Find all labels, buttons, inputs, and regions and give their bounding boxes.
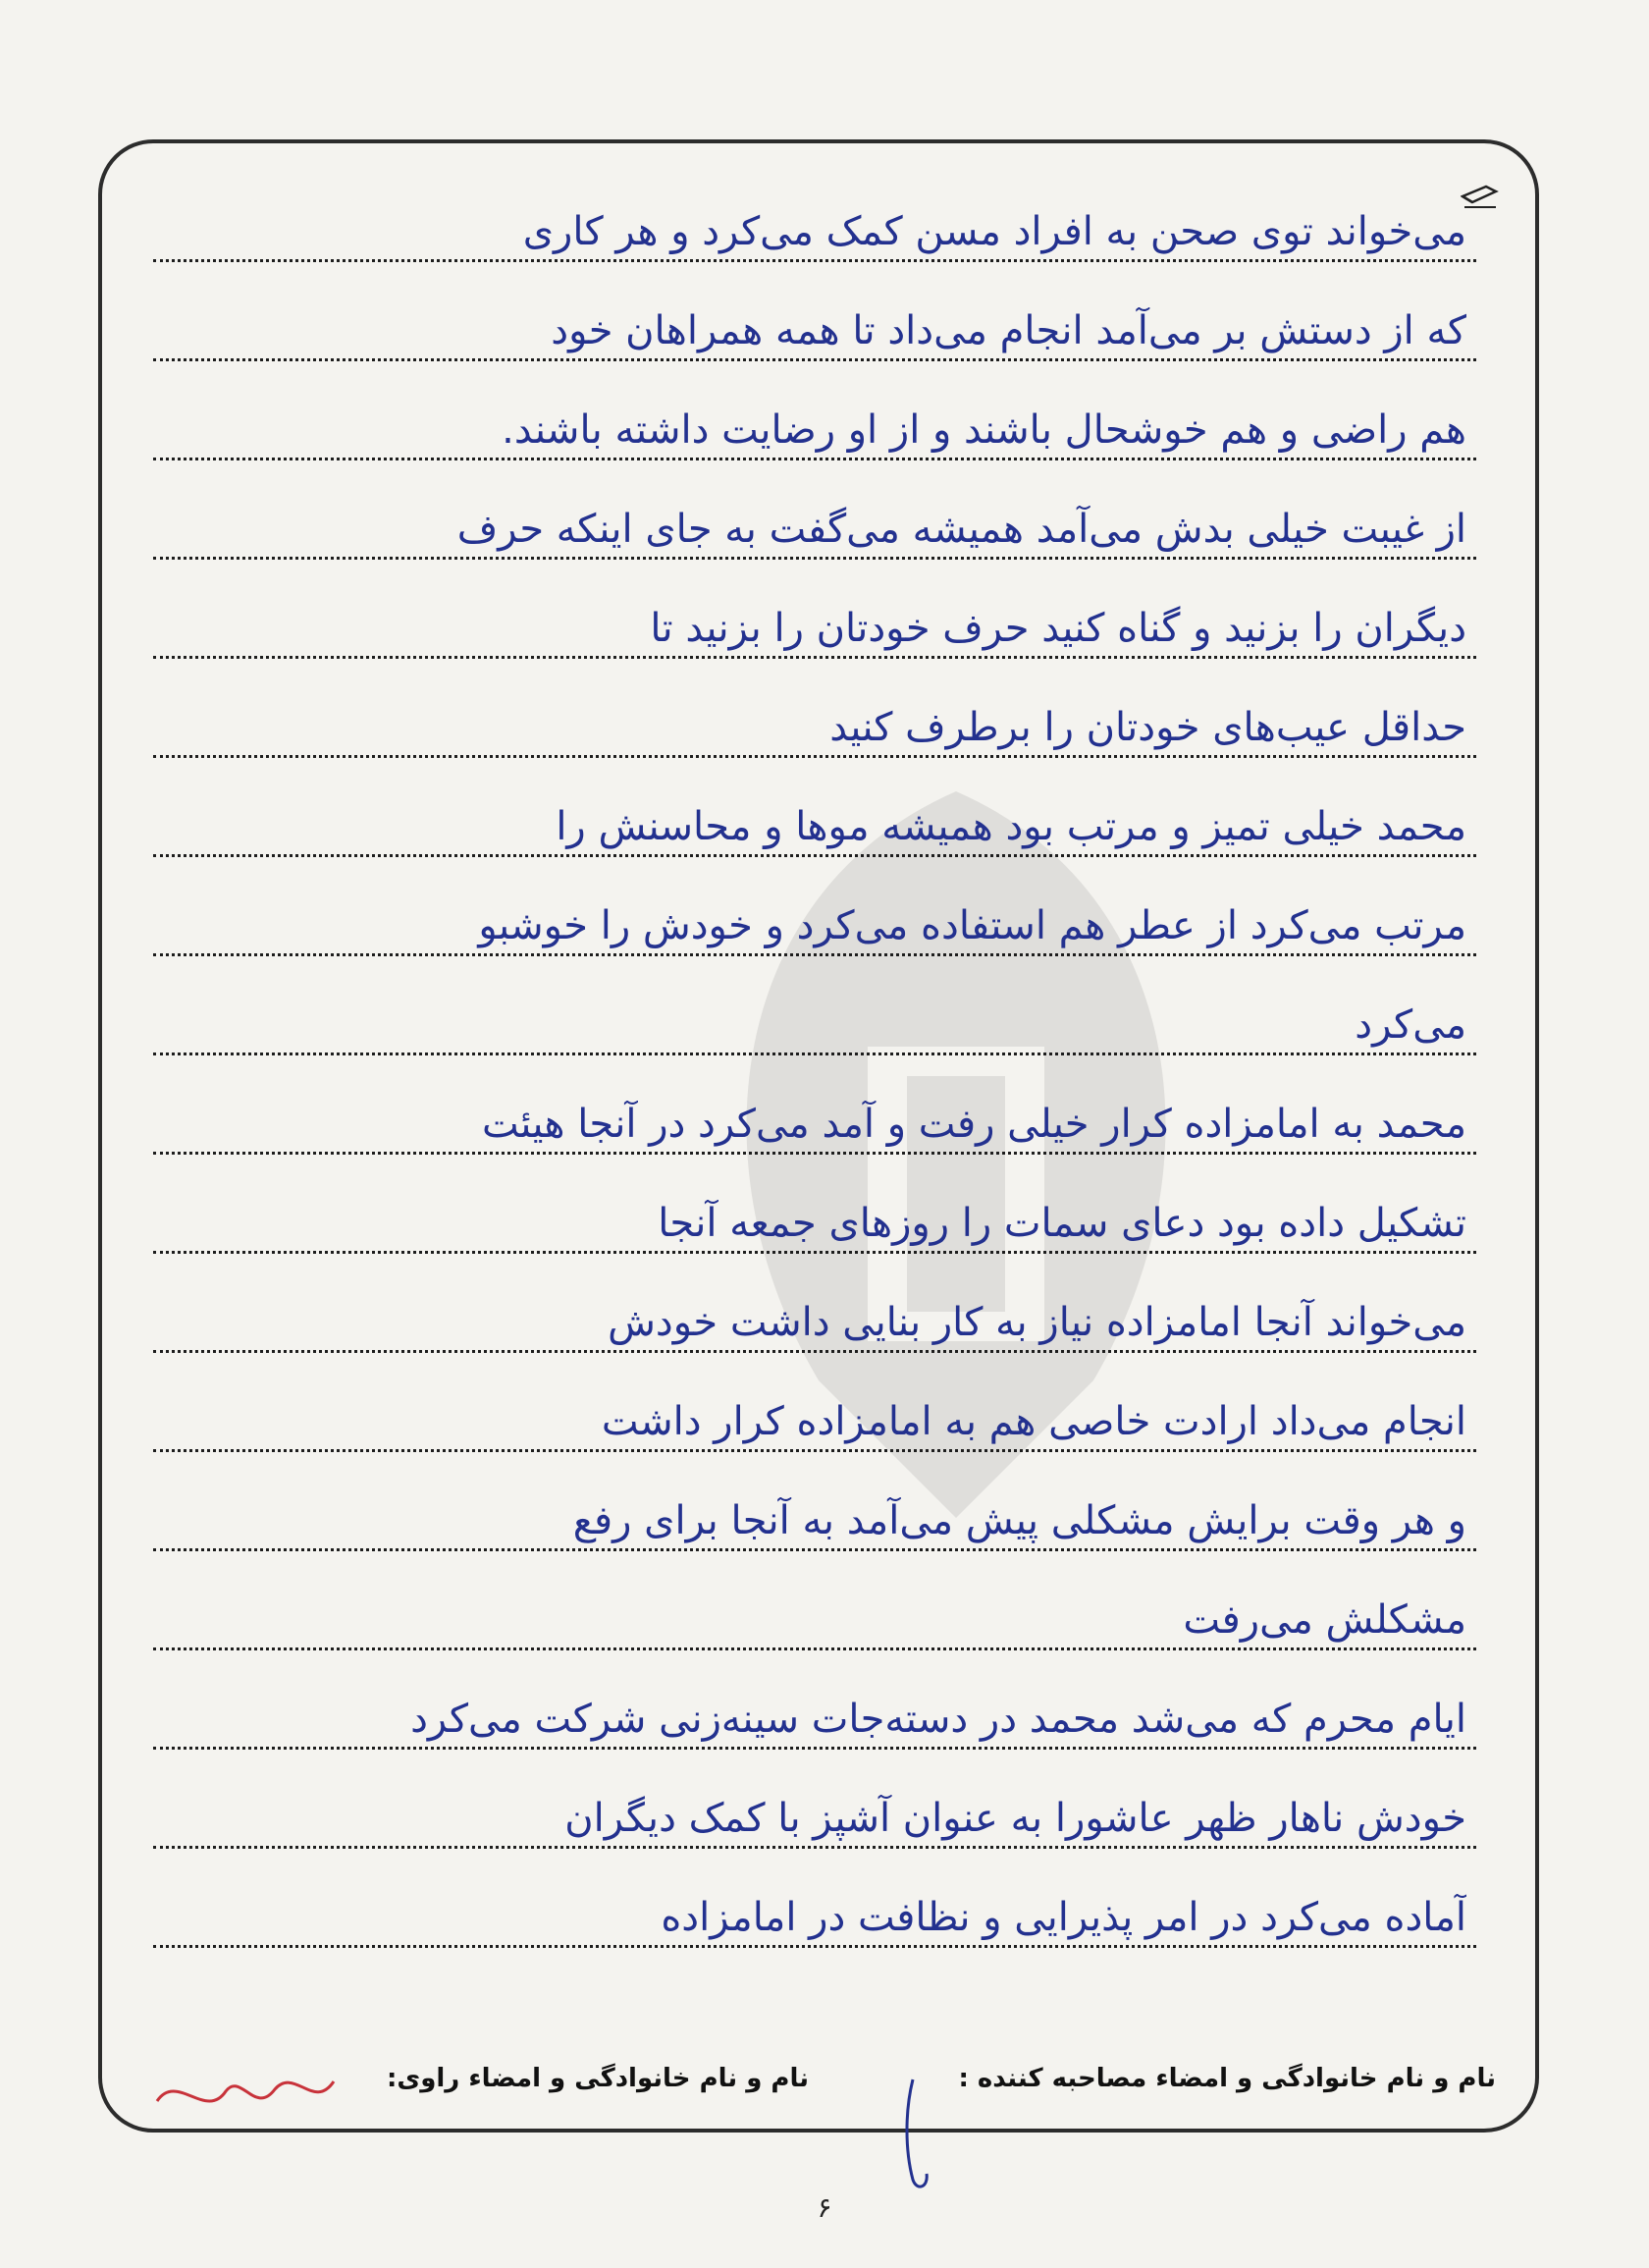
handwritten-lines xyxy=(153,163,1476,1948)
ruled-line xyxy=(153,1750,1476,1849)
ruled-line xyxy=(153,956,1476,1055)
line-text: مرتب می‌کرد از عطر هم استفاده می‌کرد و خودش را خوشبو xyxy=(478,903,1466,948)
page-frame xyxy=(98,139,1539,2133)
ruled-line xyxy=(153,1353,1476,1452)
page-number: ۶ xyxy=(817,2191,832,2224)
line-text: می‌خواند توی صحن به افراد مسن کمک می‌کرد و هر کاری xyxy=(522,209,1466,254)
line-text: دیگران را بزنید و گناه کنید حرف خودتان را بزنید تا xyxy=(650,606,1466,651)
ruled-line xyxy=(153,163,1476,262)
line-text: محمد خیلی تمیز و مرتب بود همیشه موها و محاسنش را xyxy=(556,804,1466,849)
ruled-line xyxy=(153,361,1476,460)
line-text: خودش ناهار ظهر عاشورا به عنوان آشپز با کمک دیگران xyxy=(564,1796,1466,1841)
line-text: و هر وقت برایش مشکلی پیش می‌آمد به آنجا برای رفع xyxy=(572,1498,1466,1543)
ruled-line xyxy=(153,1452,1476,1551)
ruled-line xyxy=(153,1055,1476,1155)
narrator-signature-label: نام و نام خانوادگی و امضاء راوی: xyxy=(387,2064,809,2093)
line-text: انجام می‌داد ارادت خاصی هم به امامزاده کرار داشت xyxy=(601,1399,1466,1444)
ruled-line xyxy=(153,1849,1476,1948)
line-text: از غیبت خیلی بدش می‌آمد همیشه می‌گفت به جای اینکه حرف xyxy=(456,507,1466,552)
line-text: هم راضی و هم خوشحال باشند و از او رضایت داشته باشند. xyxy=(502,407,1466,453)
line-text: تشکیل داده بود دعای سمات را روزهای جمعه آنجا xyxy=(658,1201,1466,1246)
ruled-line xyxy=(153,460,1476,560)
line-text: می‌کرد xyxy=(1355,1002,1466,1048)
ruled-line xyxy=(153,1155,1476,1254)
signature-footer xyxy=(141,2058,1496,2117)
line-text: حداقل عیب‌های خودتان را برطرف کنید xyxy=(829,705,1466,750)
line-text: محمد به امامزاده کرار خیلی رفت و آمد می‌کرد در آنجا هیئت xyxy=(482,1102,1466,1147)
ruled-line xyxy=(153,659,1476,758)
ruled-line xyxy=(153,262,1476,361)
line-text: که از دستش بر می‌آمد انجام می‌داد تا همه همراهان خود xyxy=(551,308,1466,353)
ruled-line xyxy=(153,857,1476,956)
interviewer-signature-label: نام و نام خانوادگی و امضاء مصاحبه کننده : xyxy=(958,2064,1496,2093)
ruled-line xyxy=(153,1254,1476,1353)
ruled-line xyxy=(153,560,1476,659)
ruled-line xyxy=(153,758,1476,857)
ruled-line xyxy=(153,1551,1476,1650)
ruled-line xyxy=(153,1650,1476,1750)
narrator-signature xyxy=(147,2062,344,2131)
line-text: ایام محرم که می‌شد محمد در دسته‌جات سینه‌زنی شرکت می‌کرد xyxy=(410,1697,1466,1742)
interviewer-signature xyxy=(883,2072,942,2199)
line-text: آماده می‌کرد در امر پذیرایی و نظافت در امامزاده xyxy=(661,1895,1466,1940)
line-text: مشکلش می‌رفت xyxy=(1183,1597,1466,1643)
line-text: می‌خواند آنجا امامزاده نیاز به کار بنایی داشت خودش xyxy=(608,1300,1466,1345)
